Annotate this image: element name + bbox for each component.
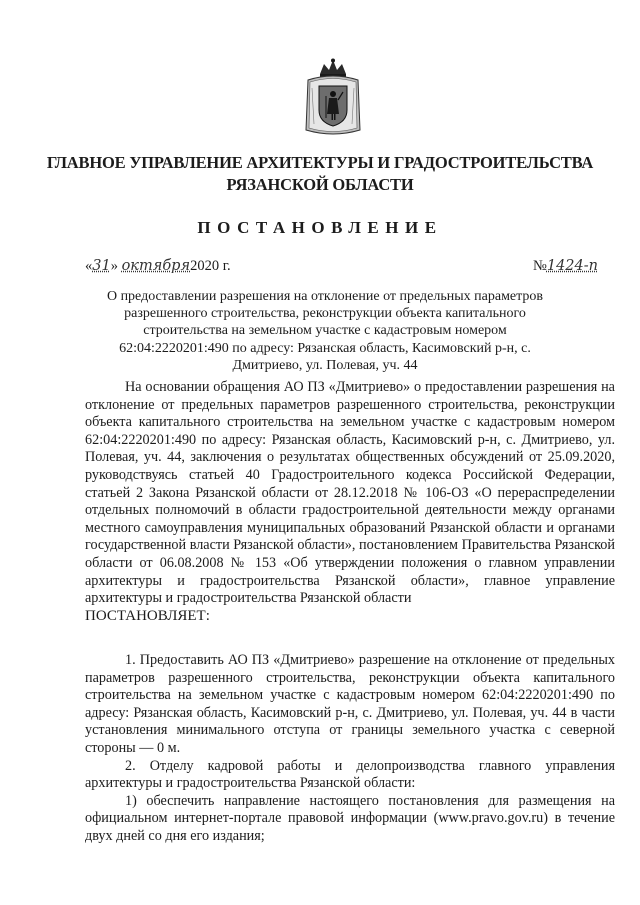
number-prefix: № xyxy=(533,258,547,274)
document-date xyxy=(85,258,231,275)
date-month: октября xyxy=(121,258,191,274)
resolution-item-2-1: 1) обеспечить направление настоящего постановления для размещения на официальном интернет-портале правовой информации (www.pravo.gov.ru) в течение двух дней со дня его издания; xyxy=(85,792,615,844)
organization-name-line2: РЯЗАНСКОЙ ОБЛАСТИ xyxy=(226,175,414,194)
document-subject: О предоставлении разрешения на отклонение от предельных параметров разрешенного строительства, реконструкции объекта капитального строительства на земельном участке с кадастровым номером 62:04:2220201:490 по адресу: Рязанская область, Касимовский р-н, с. Дмитриево, ул. Полевая, уч. 44 xyxy=(106,289,544,373)
date-day: 31 xyxy=(92,258,111,274)
resolution-items xyxy=(85,652,615,846)
preamble-block xyxy=(85,379,615,625)
resolves-word: ПОСТАНОВЛЯЕТ: xyxy=(85,607,210,624)
document-type-title: ПОСТАНОВЛЕНИЕ xyxy=(197,218,443,237)
date-quote-open: « xyxy=(85,258,93,274)
date-year: 2020 г. xyxy=(190,258,231,274)
resolution-item-1: 1. Предоставить АО ПЗ «Дмитриево» разрешение на отклонение от предельных параметров разрешенного строительства, реконструкции объекта капитального строительства на земельном участке с кадастровым номером 62:04:2220201:490 по адресу: Рязанская область, Касимовский р-н, с. Дмитриево, ул. Полевая, уч. 44 в части установления минимального отступа от границы земельного участка с северной стороны — 0 м. xyxy=(85,652,615,756)
date-quote-close: » xyxy=(110,258,118,274)
document-number xyxy=(533,258,598,275)
number-value: 1424-п xyxy=(546,258,598,274)
resolution-item-2: 2. Отделу кадровой работы и делопроизводства главного управления архитектуры и градостроительства Рязанской области: xyxy=(85,757,615,792)
coat-of-arms-icon xyxy=(302,58,364,140)
organization-name-line1: ГЛАВНОЕ УПРАВЛЕНИЕ АРХИТЕКТУРЫ И ГРАДОСТРОИТЕЛЬСТВА xyxy=(46,153,594,172)
preamble-paragraph: На основании обращения АО ПЗ «Дмитриево» о предоставлении разрешения на отклонение от предельных параметров разрешенного строительства, реконструкции объекта капитального строительства на земельном участке с кадастровым номером 62:04:2220201:490 по адресу: Рязанская область, Касимовский р-н, с. Дмитриево, ул. Полевая, уч. 44, заключения о результатах общественных обсуждений от 25.09.2020, руководствуясь статьей 40 Градостроительного кодекса Российской Федерации, статьей 2 Закона Рязанской области от 28.12.2018 № 106-ОЗ «О перераспределении отдельных полномочий в области градостроительной деятельности между органами местного самоуправления муниципальных образований Рязанской области и органами государственной власти Рязанской области», постановлением Правительства Рязанской области от 06.08.2008 № 153 «Об утверждении положения о главном управлении архитектуры и градостроительства Рязанской области», главное управление архитектуры и градостроительства Рязанской области xyxy=(85,379,615,607)
